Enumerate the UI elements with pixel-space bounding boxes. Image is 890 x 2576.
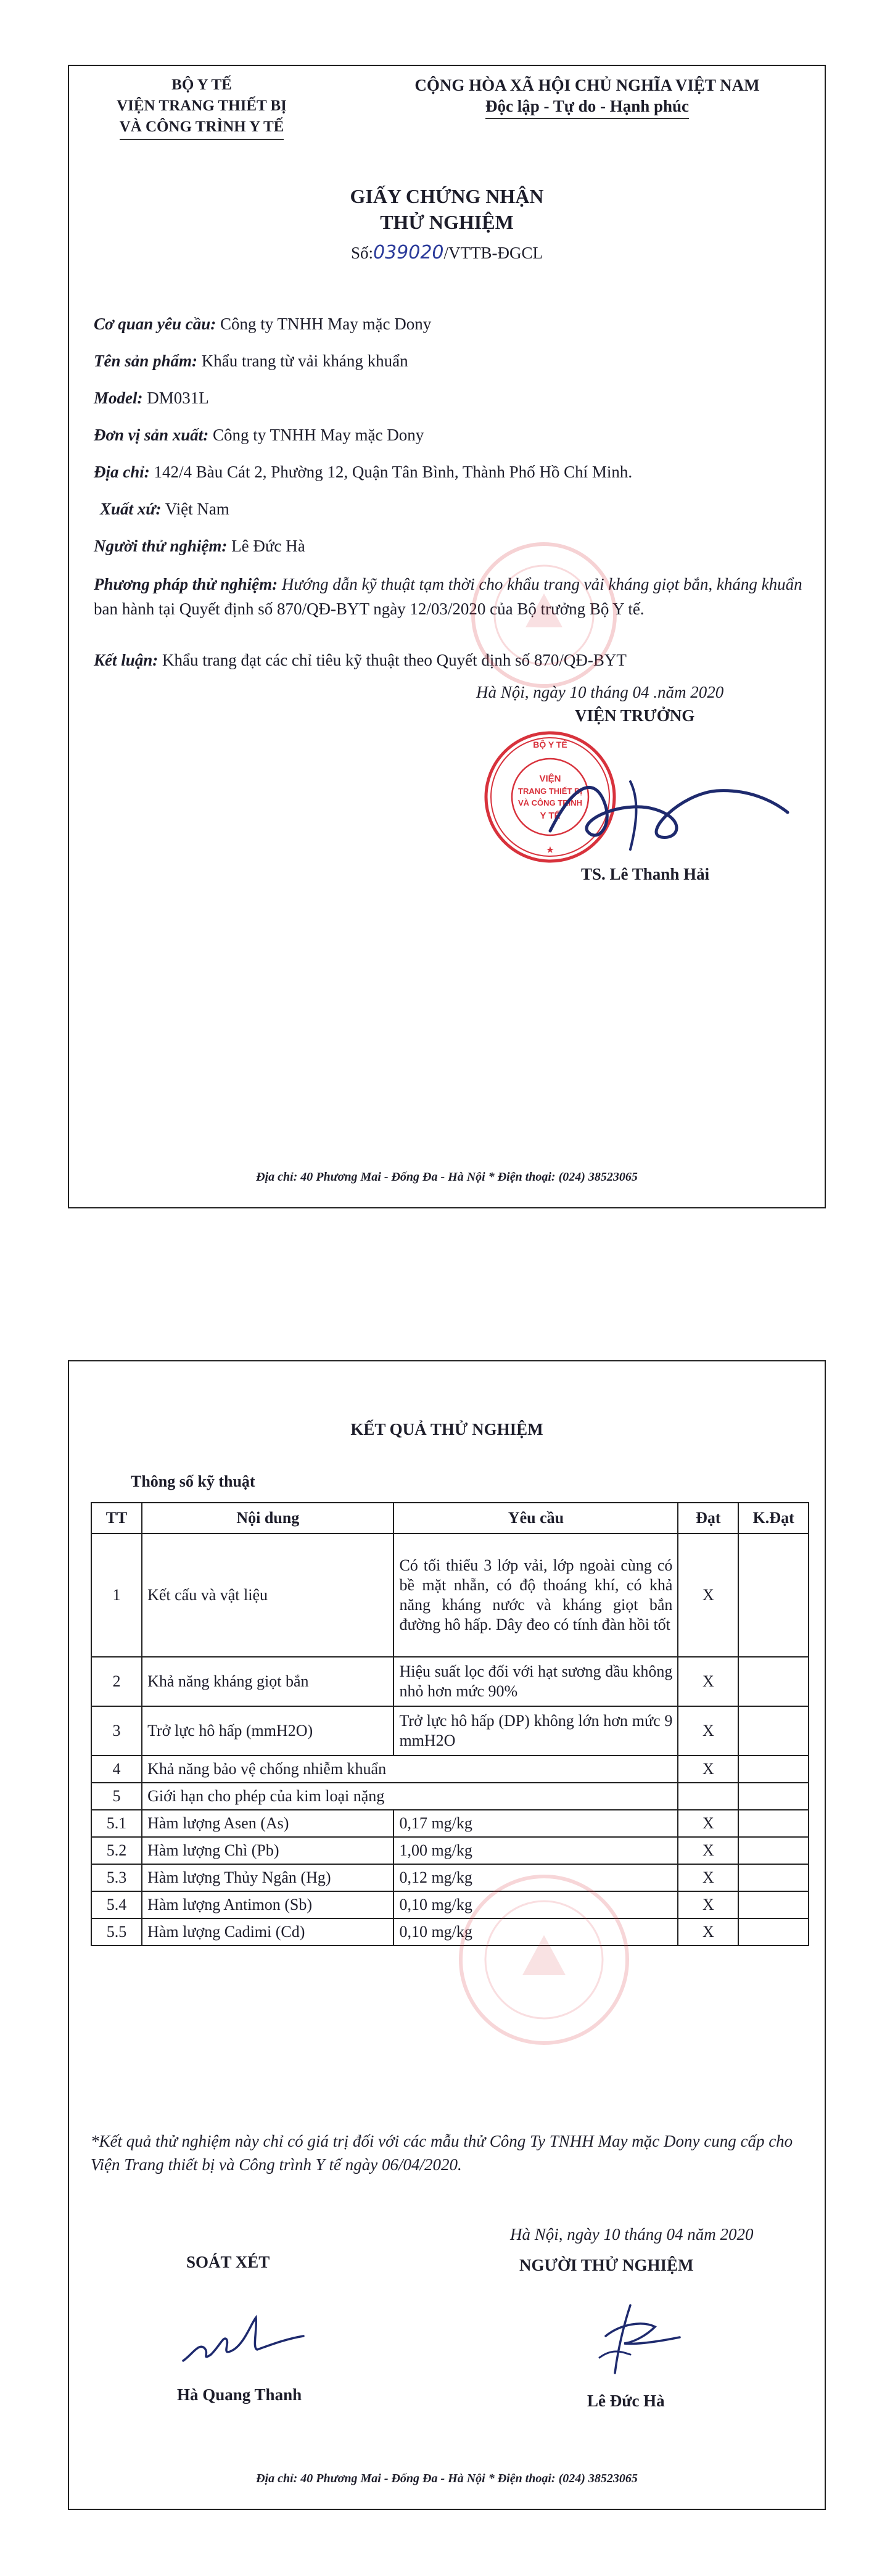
field-label: Model: <box>94 389 143 407</box>
cell-pass: X <box>678 1756 738 1783</box>
cell-content: Giới hạn cho phép của kim loại nặng <box>142 1783 678 1810</box>
field-value: ban hành tại Quyết định số 870/QĐ-BYT ngày 12/03/2020 của Bộ trưởng Bộ Y tế. <box>94 600 645 618</box>
field-value: Khẩu trang từ vải kháng khuẩn <box>197 352 408 370</box>
field-origin <box>100 498 809 520</box>
cell-fail <box>738 1534 809 1657</box>
cell-requirement: 0,17 mg/kg <box>393 1810 678 1837</box>
table-row <box>91 1891 809 1918</box>
field-requesting-agency <box>94 313 803 335</box>
cell-pass: X <box>678 1837 738 1864</box>
field-value: 142/4 Bàu Cát 2, Phường 12, Quận Tân Bình, Thành Phố Hồ Chí Minh. <box>149 463 633 481</box>
field-label: Người thử nghiệm: <box>94 537 228 555</box>
cell-tt: 5 <box>91 1783 142 1810</box>
cell-tt: 5.3 <box>91 1864 142 1891</box>
table-row <box>91 1837 809 1864</box>
number-suffix: /VTTB-ĐGCL <box>443 244 543 262</box>
title-line1: GIẤY CHỨNG NHẬN <box>350 185 544 207</box>
ministry-name: BỘ Y TẾ <box>171 76 232 93</box>
cell-pass: X <box>678 1810 738 1837</box>
field-label: Kết luận: <box>94 651 159 669</box>
document-title <box>69 183 825 235</box>
results-table <box>91 1502 809 1946</box>
cell-requirement: 1,00 mg/kg <box>393 1837 678 1864</box>
table-header-row <box>91 1503 809 1534</box>
field-product-name <box>94 350 803 372</box>
cell-requirement: Có tối thiểu 3 lớp vải, lớp ngoài cùng có bề mặt nhẵn, có độ thoáng khí, có khả năng kháng nước và kháng giọt bắn đường hô hấp. Dây đeo có tính đàn hồi tốt <box>393 1534 678 1657</box>
cell-fail <box>738 1810 809 1837</box>
field-address <box>94 461 803 483</box>
watermark-stamp <box>464 535 624 695</box>
field-value: Công ty TNHH May mặc Dony <box>216 315 432 333</box>
field-label: Xuất xứ: <box>100 500 162 518</box>
field-label: Địa chỉ: <box>94 463 150 481</box>
tester-signature <box>587 2299 686 2379</box>
cell-pass <box>678 1783 738 1810</box>
cell-requirement: 0,10 mg/kg <box>393 1918 678 1946</box>
cell-content: Hàm lượng Chì (Pb) <box>142 1837 393 1864</box>
signer-title: VIỆN TRƯỞNG <box>575 706 695 725</box>
stamp-text-1: VIỆN <box>539 774 561 784</box>
field-value-italic: Hướng dẫn kỹ thuật tạm thời cho khẩu trang vải kháng giọt bắn, kháng khuẩn <box>278 575 802 593</box>
svg-text:★: ★ <box>546 845 554 854</box>
institute-name-line2: VÀ CÔNG TRÌNH Y TẾ <box>120 117 284 140</box>
cell-content: Trở lực hô hấp (mmH2O) <box>142 1706 393 1756</box>
national-header <box>365 75 809 119</box>
cell-fail <box>738 1657 809 1706</box>
cell-fail <box>738 1783 809 1810</box>
cell-tt: 5.5 <box>91 1918 142 1946</box>
cell-requirement: 0,10 mg/kg <box>393 1891 678 1918</box>
reviewer-name: Hà Quang Thanh <box>177 2385 302 2404</box>
stamp-text-4: Y TẾ <box>540 811 561 821</box>
stamp-text-3: VÀ CÔNG TRÌNH <box>518 798 582 807</box>
number-handwritten: 039020 <box>373 242 444 263</box>
title-line2: THỬ NGHIỆM <box>380 211 514 233</box>
col-header-tt: TT <box>91 1503 142 1534</box>
cell-content: Hàm lượng Cadimi (Cd) <box>142 1918 393 1946</box>
page-footer: Địa chỉ: 40 Phương Mai - Đống Đa - Hà Nội * Điện thoại: (024) 38523065 <box>256 2472 638 2485</box>
cell-pass: X <box>678 1534 738 1657</box>
reviewer-signature <box>177 2311 313 2373</box>
watermark-stamp <box>451 1867 637 2052</box>
cell-tt: 4 <box>91 1756 142 1783</box>
cell-tt: 5.4 <box>91 1891 142 1918</box>
col-header-pass: Đạt <box>678 1503 738 1534</box>
page-footer: Địa chỉ: 40 Phương Mai - Đống Đa - Hà Nội * Điện thoại: (024) 38523065 <box>256 1170 638 1184</box>
svg-text:BỘ Y TẾ: BỘ Y TẾ <box>533 740 567 749</box>
cell-requirement: Trở lực hô hấp (DP) không lớn hơn mức 9 mmH2O <box>393 1706 678 1756</box>
cell-fail <box>738 1756 809 1783</box>
cell-content: Kết cấu và vật liệu <box>142 1534 393 1657</box>
cell-content: Khả năng bảo vệ chống nhiễm khuẩn <box>142 1756 678 1783</box>
cell-requirement: 0,12 mg/kg <box>393 1864 678 1891</box>
cell-tt: 5.2 <box>91 1837 142 1864</box>
republic-name: CỘNG HÒA XÃ HỘI CHỦ NGHĨA VIỆT NAM <box>414 76 760 94</box>
col-header-requirement: Yêu cầu <box>393 1503 678 1534</box>
cell-content: Hàm lượng Antimon (Sb) <box>142 1891 393 1918</box>
field-test-method <box>94 572 803 621</box>
field-value: DM031L <box>142 389 209 407</box>
field-label: Đơn vị sản xuất: <box>94 426 209 444</box>
cell-fail <box>738 1706 809 1756</box>
certificate-page <box>68 65 826 1208</box>
field-label: Cơ quan yêu cầu: <box>94 315 216 333</box>
field-label: Phương pháp thử nghiệm: <box>94 575 278 593</box>
cell-tt: 3 <box>91 1706 142 1756</box>
institute-name-line1: VIỆN TRANG THIẾT BỊ <box>117 97 287 114</box>
cell-pass: X <box>678 1706 738 1756</box>
field-value: Lê Đức Hà <box>227 537 305 555</box>
stamp-text-2: TRANG THIẾT BỊ <box>518 786 582 796</box>
cell-requirement: Hiệu suất lọc đối với hạt sương dầu không nhỏ hơn mức 90% <box>393 1657 678 1706</box>
cell-content: Hàm lượng Thủy Ngân (Hg) <box>142 1864 393 1891</box>
cell-pass: X <box>678 1918 738 1946</box>
cell-fail <box>738 1891 809 1918</box>
cell-fail <box>738 1837 809 1864</box>
table-row <box>91 1783 809 1810</box>
field-conclusion <box>94 649 803 671</box>
results-title: KẾT QUẢ THỬ NGHIỆM <box>350 1420 543 1439</box>
results-date: Hà Nội, ngày 10 tháng 04 năm 2020 <box>510 2225 754 2244</box>
field-model <box>94 387 803 409</box>
director-signature <box>538 757 797 862</box>
table-row <box>91 1918 809 1946</box>
table-row <box>91 1864 809 1891</box>
field-label: Tên sản phẩm: <box>94 352 198 370</box>
cell-tt: 1 <box>91 1534 142 1657</box>
tester-name: Lê Đức Hà <box>587 2392 665 2410</box>
col-header-fail: K.Đạt <box>738 1503 809 1534</box>
col-header-content: Nội dung <box>142 1503 393 1534</box>
cell-pass: X <box>678 1891 738 1918</box>
signer-name: TS. Lê Thanh Hải <box>581 865 710 883</box>
table-row <box>91 1810 809 1837</box>
cell-fail <box>738 1864 809 1891</box>
results-page <box>68 1360 826 2510</box>
table-row <box>91 1534 809 1657</box>
table-row <box>91 1706 809 1756</box>
field-tester <box>94 535 803 557</box>
issuer-header <box>81 75 322 140</box>
issue-date: Hà Nội, ngày 10 tháng 04 .năm 2020 <box>476 683 724 701</box>
cell-tt: 5.1 <box>91 1810 142 1837</box>
certificate-number <box>69 242 825 263</box>
results-note: *Kết quả thử nghiệm này chỉ có giá trị đối với các mẫu thử Công Ty TNHH May mặc Dony cung cấp cho Viện Trang thiết bị và Công trình Y tế ngày 06/04/2020. <box>91 2132 793 2174</box>
tester-title: NGƯỜI THỬ NGHIỆM <box>519 2256 694 2274</box>
table-row <box>91 1657 809 1706</box>
national-motto: Độc lập - Tự do - Hạnh phúc <box>485 96 689 119</box>
results-subtitle: Thông số kỹ thuật <box>131 1472 255 1490</box>
cell-tt: 2 <box>91 1657 142 1706</box>
number-label: Số: <box>350 244 373 262</box>
field-value: Khẩu trang đạt các chỉ tiêu kỹ thuật theo Quyết định số 870/QĐ-BYT <box>158 651 627 669</box>
cell-content: Hàm lượng Asen (As) <box>142 1810 393 1837</box>
table-row <box>91 1756 809 1783</box>
cell-pass: X <box>678 1657 738 1706</box>
field-value: Việt Nam <box>161 500 229 518</box>
field-manufacturer <box>94 424 803 446</box>
reviewer-title: SOÁT XÉT <box>186 2253 270 2271</box>
cell-pass: X <box>678 1864 738 1891</box>
cell-content: Khả năng kháng giọt bắn <box>142 1657 393 1706</box>
cell-fail <box>738 1918 809 1946</box>
field-value: Công ty TNHH May mặc Dony <box>208 426 424 444</box>
